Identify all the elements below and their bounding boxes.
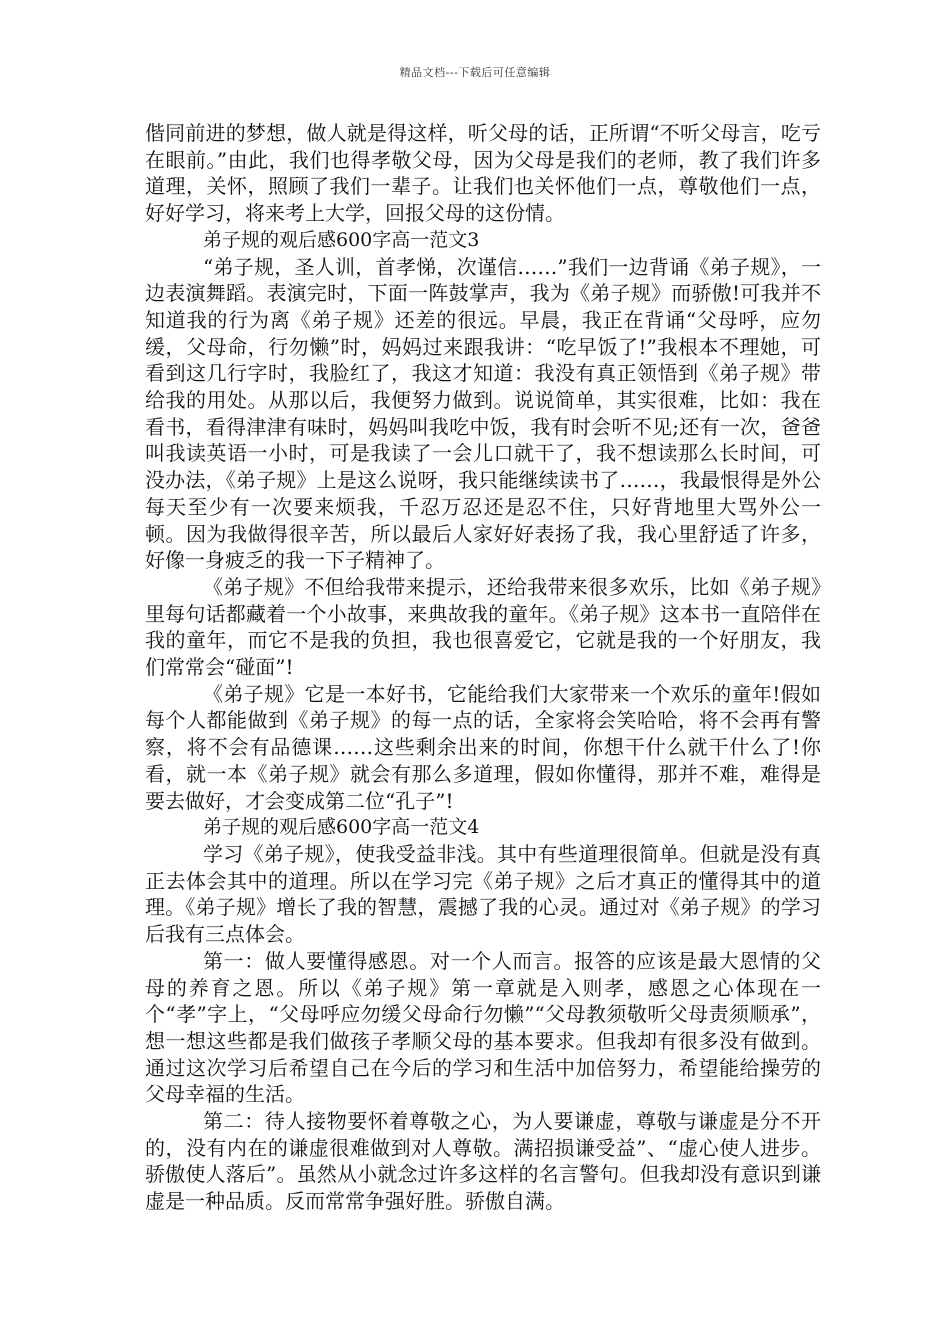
document-body: [145, 120, 821, 1215]
paragraph-continued: 偕同前进的梦想，做人就是得这样，听父母的话，正所谓“不听父母言，吃亏在眼前。”由此，我们也得孝敬父母，因为父母是我们的老师，教了我们许多道理，关怀，照顾了我们一辈子。让我们也关怀他们一点，尊敬他们一点，好好学习，将来考上大学，回报父母的这份情。: [145, 121, 821, 226]
paragraph: 《弟子规》它是一本好书，它能给我们大家带来一个欢乐的童年!假如每个人都能做到《弟子规》的每一点的话，全家将会笑哈哈，将不会再有警察，将不会有品德课……这些剩余出来的时间，你想干什么就干什么了!你看，就一本《弟子规》就会有那么多道理，假如你懂得，那并不难，难得是要去做好，才会变成第二位“孔子”!: [145, 681, 821, 813]
paragraph: 第二：待人接物要怀着尊敬之心，为人要谦虚，尊敬与谦虚是分不开的，没有内在的谦虚很难做到对人尊敬。满招损谦受益”、“虚心使人进步。骄傲使人落后”。虽然从小就念过许多这样的名言警句。但我却没有意识到谦虚是一种品质。反而常常争强好胜。骄傲自满。: [145, 1109, 821, 1214]
paragraph: 学习《弟子规》，使我受益非浅。其中有些道理很简单。但就是没有真正去体会其中的道理。所以在学习完《弟子规》之后才真正的懂得其中的道理。《弟子规》增长了我的智慧，震撼了我的心灵。通过对《弟子规》的学习后我有三点体会。: [145, 841, 821, 947]
section-heading: 弟子规的观后感600字高一范文4: [203, 816, 480, 839]
paragraph: 《弟子规》不但给我带来提示，还给我带来很多欢乐，比如《弟子规》里每句话都藏着一个小故事，来典故我的童年。《弟子规》这本书一直陪伴在我的童年，而它不是我的负担，我也很喜爱它，它就是我的一个好朋友，我们常常会“碰面”!: [145, 574, 821, 680]
paragraph: 第一：做人要懂得感恩。对一个人而言。报答的应该是最大恩情的父母的养育之恩。所以《弟子规》第一章就是入则孝，感恩之心体现在一个“孝”字上，“父母呼应勿缓父母命行勿懒”“父母教须敬听父母责须顺承”，想一想这些都是我们做孩子孝顺父母的基本要求。但我却有很多没有做到。通过这次学习后希望自己在今后的学习和生活中加倍努力，希望能给操劳的父母幸福的生活。: [145, 948, 821, 1107]
page-header: 精品文档---下载后可任意编辑: [399, 66, 551, 79]
section-heading: 弟子规的观后感600字高一范文3: [203, 228, 480, 251]
paragraph: “弟子规，圣人训，首孝悌，次谨信……”我们一边背诵《弟子规》，一边表演舞蹈。表演完时，下面一阵鼓掌声，我为《弟子规》而骄傲!可我并不知道我的行为离《弟子规》还差的很远。早晨，我正在背诵“父母呼，应勿缓，父母命，行勿懒”时，妈妈过来跟我讲：“吃早饭了!”我根本不理她，可看到这几行字时，我脸红了，我这才知道：我没有真正领悟到《弟子规》带给我的用处。从那以后，我便努力做到。说说简单，其实很难，比如：我在看书，看得津津有味时，妈妈叫我吃中饭，我有时会听不见;还有一次，爸爸叫我读英语一小时，可是我读了一会儿口就干了，我不想读那么长时间，可没办法，《弟子规》上是这么说呀，我只能继续读书了……，我最恨得是外公每天至少有一次要来烦我，千忍万忍还是忍不住，只好背地里大骂外公一顿。因为我做得很辛苦，所以最后人家好好表扬了我，我心里舒适了许多，好像一身疲乏的我一下子精神了。: [145, 254, 821, 573]
